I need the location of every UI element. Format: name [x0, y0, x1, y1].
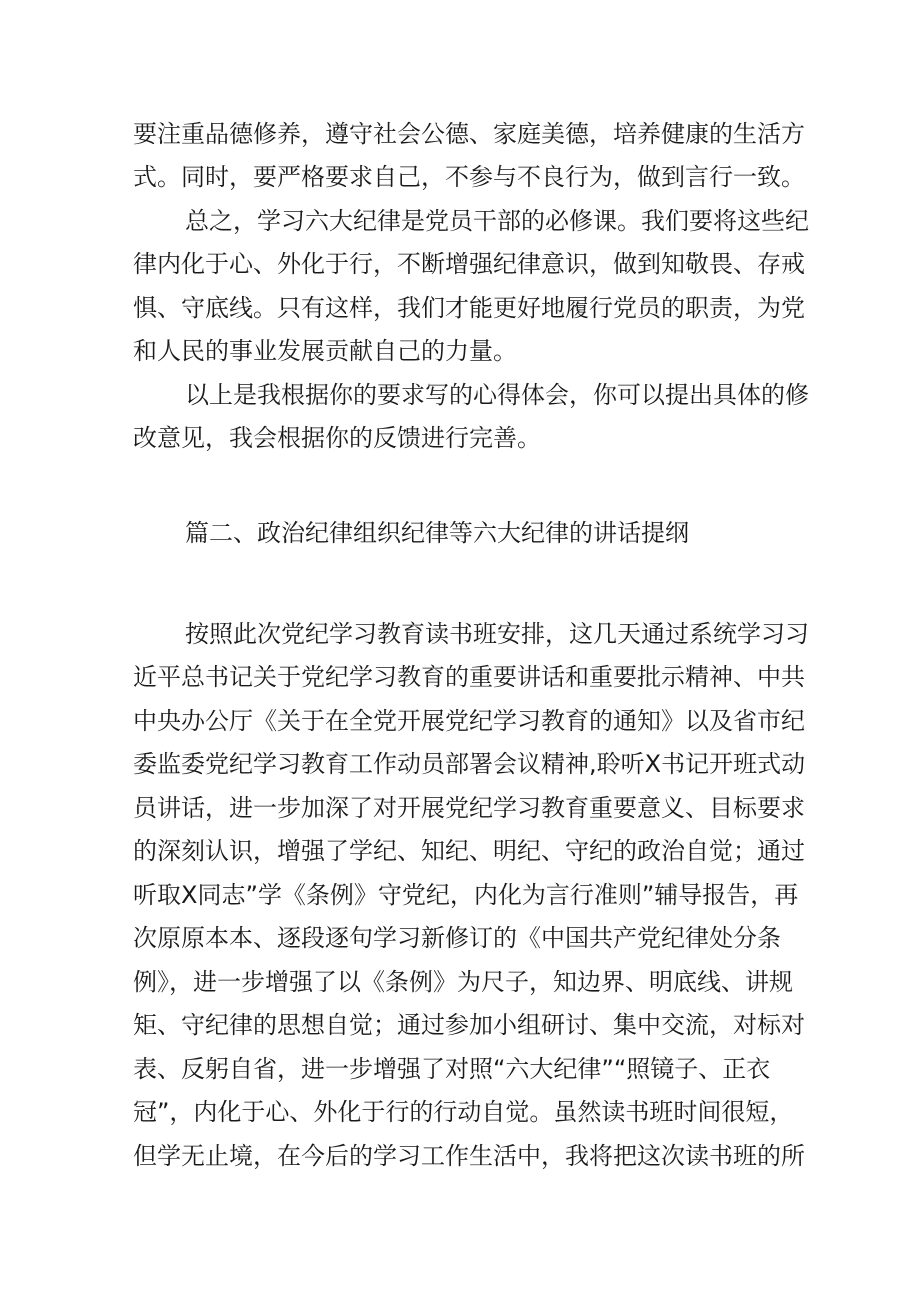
paragraph-line: 委监委党纪学习教育工作动员部署会议精神,聆听X书记开班式动 [133, 750, 806, 778]
paragraph-line: 按照此次党纪学习教育读书班安排，这几天通过系统学习习 [185, 620, 809, 648]
paragraph-line: 表、反躬自省，进一步增强了对照“六大纪律”“照镜子、正衣 [133, 1055, 771, 1083]
paragraph-line: 听取X同志”学《条例》守党纪，内化为言行准则”辅导报告，再 [133, 881, 799, 909]
paragraph-line: 式。同时，要严格要求自己，不参与不良行为，做到言行一致。 [133, 163, 805, 191]
paragraph-line: 次原原本本、逐段逐句学习新修订的《中国共产党纪律处分条 [133, 924, 781, 952]
paragraph-line: 改意见，我会根据你的反馈进行完善。 [133, 424, 541, 452]
paragraph-line: 近平总书记关于党纪学习教育的重要讲话和重要批示精神、中共 [133, 663, 805, 691]
paragraph-line: 和人民的事业发展贡献自己的力量。 [133, 337, 517, 365]
paragraph-line: 矩、守纪律的思想自觉；通过参加小组研讨、集中交流，对标对 [133, 1011, 805, 1039]
paragraph-line: 中央办公厅《关于在全党开展党纪学习教育的通知》以及省市纪 [133, 707, 805, 735]
paragraph-line: 惧、守底线。只有这样，我们才能更好地履行党员的职责，为党 [133, 294, 805, 322]
section-heading: 篇二、政治纪律组织纪律等六大纪律的讲话提纲 [185, 519, 689, 547]
paragraph-line: 以上是我根据你的要求写的心得体会，你可以提出具体的修 [185, 381, 809, 409]
paragraph-line: 但学无止境，在今后的学习工作生活中，我将把这次读书班的所 [133, 1142, 805, 1170]
paragraph-line: 律内化于心、外化于行，不断增强纪律意识，做到知敬畏、存戒 [133, 250, 805, 278]
paragraph-line: 例》，进一步增强了以《条例》为尺子，知边界、明底线、讲规 [133, 968, 793, 996]
paragraph-line: 的深刻认识，增强了学纪、知纪、明纪、守纪的政治自觉；通过 [133, 837, 805, 865]
paragraph-line: 总之，学习六大纪律是党员干部的必修课。我们要将这些纪 [185, 207, 809, 235]
paragraph-line: 员讲话，进一步加深了对开展党纪学习教育重要意义、目标要求 [133, 794, 805, 822]
paragraph-line: 要注重品德修养，遵守社会公德、家庭美德，培养健康的生活方 [133, 120, 805, 148]
paragraph-line: 冠”，内化于心、外化于行的行动自觉。虽然读书班时间很短， [133, 1098, 794, 1126]
